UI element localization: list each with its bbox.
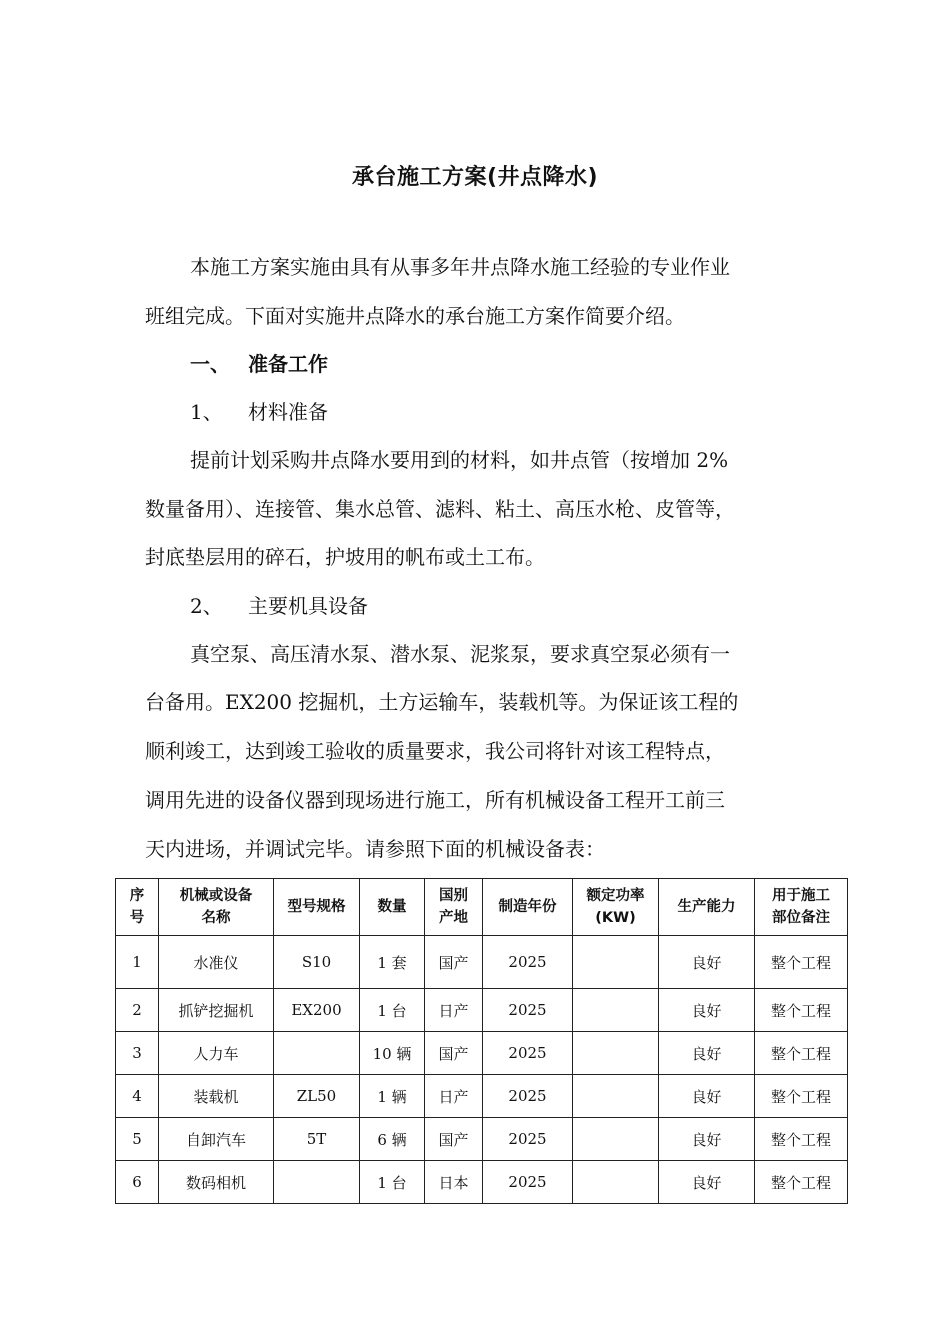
cell-capacity: 良好 [659,1118,755,1161]
materials-line-2: 数量备用）、连接管、集水总管、滤料、粘土、高压水枪、皮管等， [145,497,735,521]
cell-origin: 日产 [425,1075,483,1118]
subsection-title: 材料准备 [248,400,328,424]
header-capacity: 生产能力 [659,879,755,936]
header-model: 型号规格 [274,879,360,936]
cell-capacity: 良好 [659,936,755,989]
cell-name: 抓铲挖掘机 [159,989,274,1032]
cell-qty: 1 台 [360,989,425,1032]
cell-name: 水准仪 [159,936,274,989]
cell-power [573,936,659,989]
header-power: 额定功率 (KW) [573,879,659,936]
cell-seq: 5 [116,1118,159,1161]
table-row [116,1032,848,1075]
cell-seq: 6 [116,1161,159,1204]
cell-year: 2025 [483,989,573,1032]
subsection-title: 主要机具设备 [248,594,368,618]
table-row [116,1075,848,1118]
cell-seq: 4 [116,1075,159,1118]
table-row [116,1118,848,1161]
cell-usage: 整个工程 [755,1118,848,1161]
cell-origin: 日本 [425,1161,483,1204]
cell-qty: 1 套 [360,936,425,989]
materials-line-1: 提前计划采购井点降水要用到的材料，如井点管（按增加 2% [190,448,729,472]
equipment-line-3: 顺利竣工，达到竣工验收的质量要求，我公司将针对该工程特点， [145,739,725,763]
cell-usage: 整个工程 [755,1032,848,1075]
cell-usage: 整个工程 [755,989,848,1032]
cell-power [573,989,659,1032]
cell-model: EX200 [274,989,360,1032]
equipment-table [115,878,848,1204]
cell-year: 2025 [483,1032,573,1075]
table-header-row [116,879,848,936]
cell-model [274,1032,360,1075]
cell-qty: 1 辆 [360,1075,425,1118]
header-quantity: 数量 [360,879,425,936]
cell-name: 数码相机 [159,1161,274,1204]
header-seq: 序 号 [116,879,159,936]
section-heading-preparation [190,350,328,378]
cell-seq: 3 [116,1032,159,1075]
cell-name: 自卸汽车 [159,1118,274,1161]
cell-power [573,1118,659,1161]
document-title: 承台施工方案(井点降水) [351,165,599,190]
header-origin: 国别 产地 [425,879,483,936]
subsection-number: 1、 [190,400,223,424]
cell-usage: 整个工程 [755,1161,848,1204]
equipment-line-4: 调用先进的设备仪器到现场进行施工，所有机械设备工程开工前三 [145,788,725,812]
header-year: 制造年份 [483,879,573,936]
cell-usage: 整个工程 [755,1075,848,1118]
cell-year: 2025 [483,936,573,989]
table-row [116,1161,848,1204]
cell-qty: 6 辆 [360,1118,425,1161]
cell-seq: 1 [116,936,159,989]
cell-year: 2025 [483,1161,573,1204]
cell-name: 装载机 [159,1075,274,1118]
cell-model: S10 [274,936,360,989]
header-equipment-name: 机械或设备 名称 [159,879,274,936]
cell-name: 人力车 [159,1032,274,1075]
cell-year: 2025 [483,1118,573,1161]
header-usage: 用于施工 部位备注 [755,879,848,936]
equipment-line-1: 真空泵、高压清水泵、潜水泵、泥浆泵，要求真空泵必须有一 [190,642,730,666]
cell-origin: 国产 [425,1032,483,1075]
cell-model: ZL50 [274,1075,360,1118]
section-number: 一、 [190,352,230,376]
subsection-heading-equipment [190,592,368,620]
cell-usage: 整个工程 [755,936,848,989]
cell-capacity: 良好 [659,1075,755,1118]
cell-qty: 1 台 [360,1161,425,1204]
cell-power [573,1161,659,1204]
intro-line-2: 班组完成。下面对实施井点降水的承台施工方案作简要介绍。 [145,304,685,328]
equipment-line-2: 台备用。EX200 挖掘机，土方运输车，装载机等。为保证该工程的 [145,690,739,714]
section-title: 准备工作 [248,352,328,376]
cell-power [573,1075,659,1118]
table-row [116,989,848,1032]
cell-model [274,1161,360,1204]
cell-model: 5T [274,1118,360,1161]
table-row [116,936,848,989]
cell-year: 2025 [483,1075,573,1118]
cell-origin: 日产 [425,989,483,1032]
cell-capacity: 良好 [659,989,755,1032]
materials-line-3: 封底垫层用的碎石，护坡用的帆布或土工布。 [145,545,545,569]
cell-qty: 10 辆 [360,1032,425,1075]
cell-power [573,1032,659,1075]
cell-origin: 国产 [425,936,483,989]
cell-capacity: 良好 [659,1032,755,1075]
subsection-heading-materials [190,398,328,426]
equipment-line-5: 天内进场，并调试完毕。请参照下面的机械设备表： [145,837,605,861]
intro-line-1: 本施工方案实施由具有从事多年井点降水施工经验的专业作业 [190,255,730,279]
cell-seq: 2 [116,989,159,1032]
cell-capacity: 良好 [659,1161,755,1204]
cell-origin: 国产 [425,1118,483,1161]
subsection-number: 2、 [190,594,223,618]
